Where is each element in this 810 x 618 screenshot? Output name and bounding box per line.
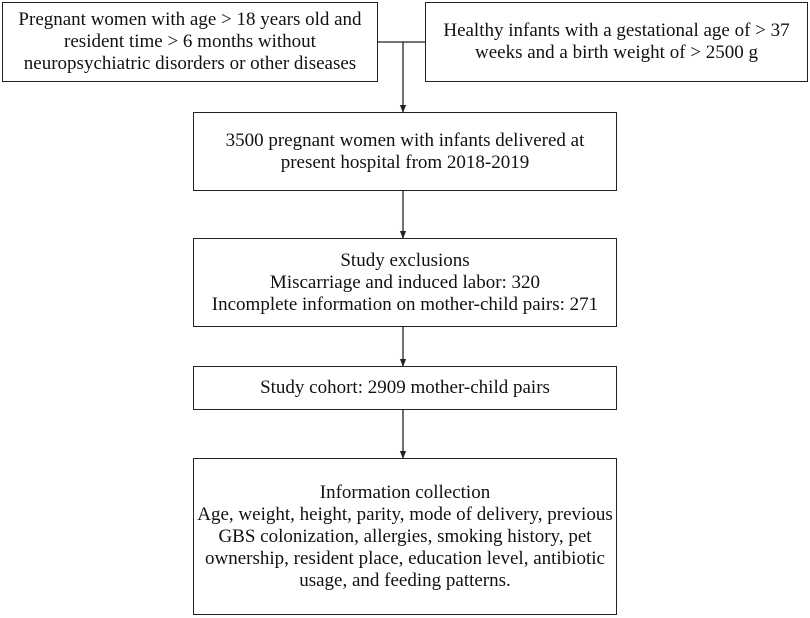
exclusions-line: Incomplete information on mother-child pairs: 271 [211,293,599,315]
criteria-infants-box [425,2,808,82]
enrolled-line: present hospital from 2018-2019 [280,151,530,173]
information-box [193,458,617,615]
exclusions-box [193,238,617,327]
exclusions-line: Miscarriage and induced labor: 320 [269,271,541,293]
criteria-women-line: resident time > 6 months without [64,31,316,52]
enrolled-box [193,112,617,191]
information-line: ownership, resident place, education level, antibiotic [205,547,605,569]
information-line: Age, weight, height, parity, mode of delivery, previous [197,503,613,525]
information-line: GBS colonization, allergies, smoking history, pet [218,525,592,547]
cohort-line: Study cohort: 2909 mother-child pairs [260,377,550,398]
information-heading: Information collection [319,481,491,503]
enrolled-line: 3500 pregnant women with infants delivered at [225,129,585,151]
criteria-women-line: neuropsychiatric disorders or other diseases [23,53,357,74]
exclusions-heading: Study exclusions [340,249,470,271]
criteria-women-box [2,2,378,82]
cohort-box [193,366,617,410]
criteria-infants-line: Healthy infants with a gestational age of > 37 [443,20,790,41]
information-line: usage, and feeding patterns. [299,569,511,591]
criteria-infants-line: weeks and a birth weight of > 2500 g [475,42,758,63]
criteria-women-line: Pregnant women with age > 18 years old and [18,9,362,30]
